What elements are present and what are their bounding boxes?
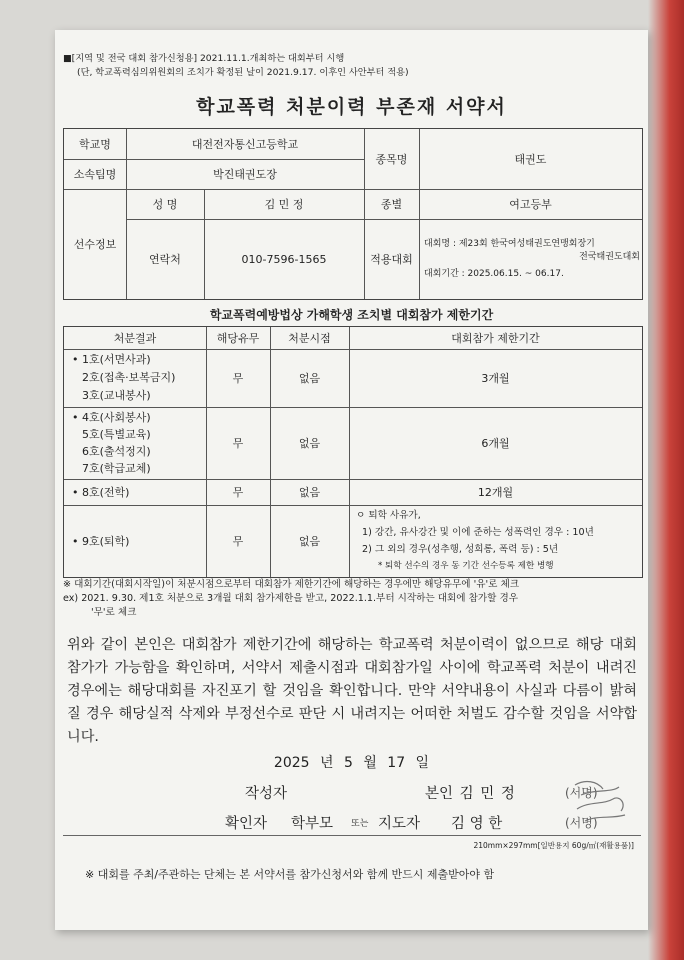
event-label: 종목명 [375, 153, 408, 166]
row4-period [356, 507, 640, 575]
row3-period: 12개월 [477, 486, 514, 499]
row4-results [72, 505, 206, 577]
row1-results [72, 351, 206, 407]
row1-result-2: 2호(접촉·보복금지) [82, 371, 176, 384]
handwritten-signature [567, 775, 637, 830]
competition-details [424, 221, 640, 297]
name-label: 성 명 [152, 198, 178, 211]
note-1: ※ 대회기간(대회시작일)이 처분시점으로부터 대회참가 제한기간에 해당하는 경우에만 해당유무에 '유'로 체크 [63, 579, 520, 590]
row3-result-1: • 8호(전학) [72, 486, 130, 499]
restriction-table [63, 326, 643, 578]
footer-divider [63, 835, 641, 836]
row4-timing: 없음 [298, 535, 321, 548]
team-value: 박진태권도장 [213, 168, 277, 181]
row3-applicable: 무 [232, 486, 244, 499]
row3-results [72, 479, 206, 505]
confirm-label: 확인자 [225, 816, 268, 832]
row4-period-line4: * 퇴학 선수의 경우 동 기간 선수등록 제한 병행 [378, 561, 554, 571]
confirm-sign: (서명) [565, 816, 598, 830]
confirm-name: 김 영 한 [451, 816, 503, 832]
paper-spec: 210mm×297mm[일반용지 60g/㎡(재활용품)] [473, 841, 634, 850]
school-label: 학교명 [79, 138, 111, 151]
competition-label: 적용대회 [370, 253, 413, 266]
pledge-date: 2025 년 5 월 17 일 [273, 755, 430, 771]
confirm-parent: 학부모 [291, 816, 334, 832]
row2-result-3: 6호(출석정지) [82, 445, 151, 458]
row1-result-1: • 1호(서면사과) [72, 353, 151, 366]
contact-value: 010-7596-1565 [241, 252, 327, 266]
row1-timing: 없음 [298, 372, 321, 385]
player-info-label: 선수정보 [73, 238, 117, 251]
row2-result-1: • 4호(사회봉사) [72, 411, 151, 424]
row2-period: 6개월 [481, 437, 510, 450]
notes [63, 578, 643, 620]
row2-results [72, 409, 206, 479]
row4-result-1: • 9호(퇴학) [72, 535, 130, 548]
row4-applicable: 무 [232, 535, 244, 548]
category-value: 여고등부 [509, 198, 552, 211]
bottom-note: ※ 대회를 주최/주관하는 단체는 본 서약서를 참가신청서와 함께 반드시 제출받아야 함 [85, 868, 495, 881]
header-note-line2: (단, 학교폭력심의위원회의 조치가 확정된 날이 2021.9.17. 이후인 사안부터 적용) [77, 67, 409, 78]
row4-period-line2: 1) 강간, 유사강간 및 이에 준하는 성폭력인 경우 : 10년 [362, 527, 594, 538]
info-table [63, 128, 643, 300]
category-label: 종별 [380, 198, 403, 211]
event-value: 태권도 [514, 153, 547, 166]
confirm-or: 또는 [351, 819, 369, 829]
competition-name: 대회명 : 제23회 한국여성태권도연맹회장기 [424, 238, 595, 249]
row2-result-2: 5호(특별교육) [82, 428, 151, 441]
row4-period-line1: ㅇ 퇴학 사유가, [356, 510, 421, 521]
competition-period: 대회기간 : 2025.06.15. ~ 06.17. [424, 268, 564, 279]
header-note [63, 52, 409, 80]
author-sign: (서명) [565, 786, 598, 800]
note-2: ex) 2021. 9.30. 제1호 처분으로 3개월 대회 참가제한을 받고, 2022.1.1.부터 시작하는 대회에 참가할 경우 [63, 593, 518, 604]
note-3: '무'로 체크 [91, 607, 137, 618]
background-red-edge [648, 0, 684, 960]
row2-applicable: 무 [232, 437, 244, 450]
header-result: 처분결과 [113, 332, 157, 345]
row1-period: 3개월 [481, 372, 510, 385]
document-title: 학교폭력 처분이력 부존재 서약서 [196, 96, 507, 118]
competition-name-suffix: 전국태권도대회 [579, 251, 640, 262]
row2-timing: 없음 [298, 437, 321, 450]
row1-applicable: 무 [232, 372, 244, 385]
author-label: 작성자 [245, 786, 288, 802]
team-label: 소속팀명 [73, 168, 117, 181]
school-value: 대전전자통신고등학교 [191, 138, 299, 151]
author-value: 본인 김 민 정 [425, 786, 515, 802]
row1-result-3: 3호(교내봉사) [82, 389, 151, 402]
row3-timing: 없음 [298, 486, 321, 499]
contact-label: 연락처 [149, 253, 181, 266]
row2-result-4: 7호(학급교체) [82, 462, 151, 475]
header-period: 대회참가 제한기간 [451, 332, 540, 345]
header-applicable: 해당유무 [216, 332, 260, 345]
name-value: 김 민 정 [264, 198, 304, 211]
pledge-text: 위와 같이 본인은 대회참가 제한기간에 해당하는 학교폭력 처분이력이 없으므로 해당 대회 참가가 가능함을 확인하며, 서약서 제출시점과 대회참가일 사이에 학교폭력 처분이 내려진 경우에는 해당대회를 자진포기 할 것임을 확인합니다. 만약 서약내용이 사실과 다름이 밝혀질 경우 해당실적 삭제와 부정선수로 판단 시 내려지는 어떠한 처벌도 감수할 것임을 서약합니다. [67, 637, 637, 745]
confirm-coach: 지도자 [378, 816, 421, 832]
pledge-document [55, 30, 648, 930]
restriction-section-title: 학교폭력예방법상 가해학생 조치별 대회참가 제한기간 [209, 308, 494, 322]
header-timing: 처분시점 [288, 332, 331, 345]
row4-period-line3: 2) 그 외의 경우(성추행, 성희롱, 폭력 등) : 5년 [362, 544, 559, 555]
header-note-line1: ■[지역 및 전국 대회 참가신청용] 2021.11.1.개최하는 대회부터 시행 [63, 53, 345, 64]
